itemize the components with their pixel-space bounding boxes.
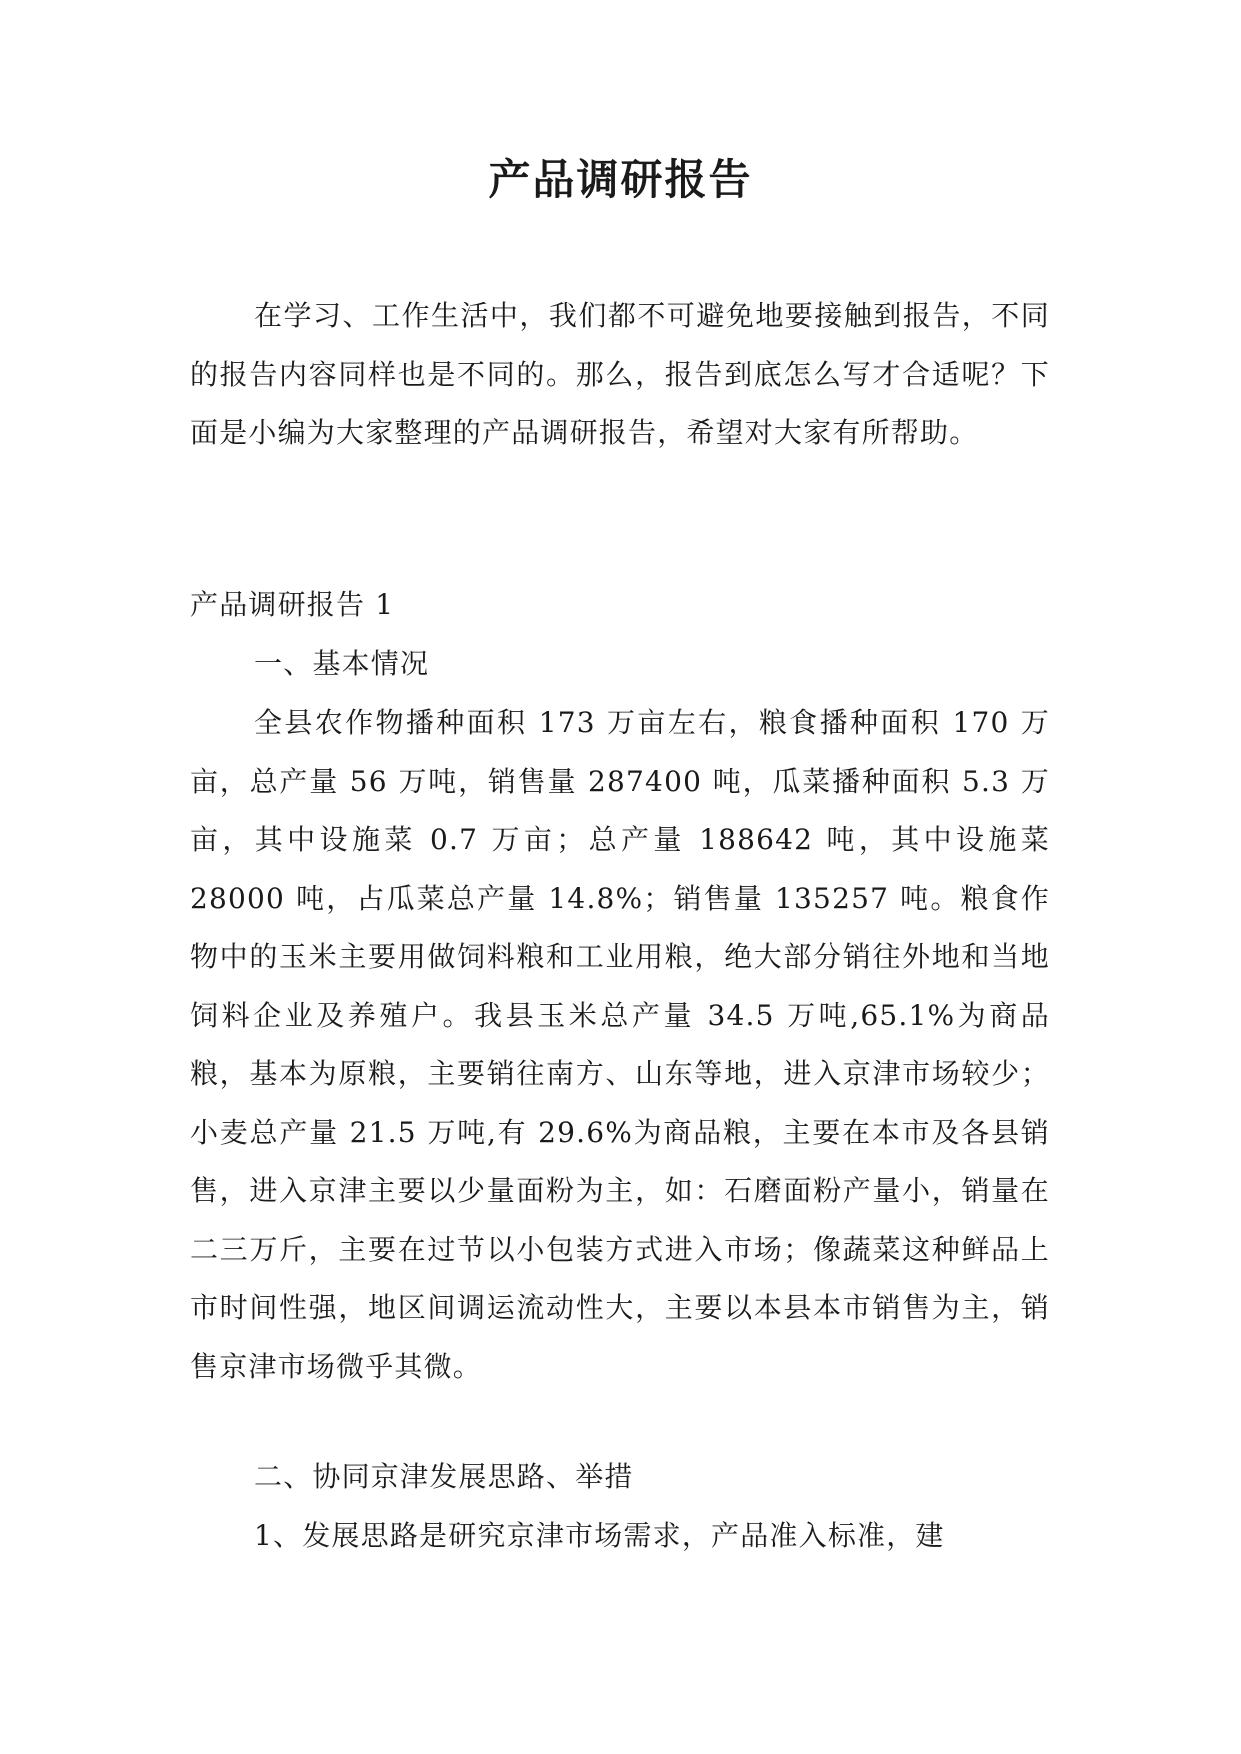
section-label: 产品调研报告 1 [190,588,395,621]
document-title: 产品调研报告 [488,155,753,204]
body-paragraph: 1、发展思路是研究京津市场需求，产品准入标准，建 [254,1519,945,1552]
body-paragraph: 全县农作物播种面积 173 万亩左右，粮食播种面积 170 万亩，总产量 56 万吨，销售量 287400 吨，瓜菜播种面积 5.3 万亩，其中设施菜 0.7 万亩；总产量 188642 吨，其中设施菜 28000 吨，占瓜菜总产量 14.8%；销售量 135257 吨。粮食作物中的玉米主要用做饲料粮和工业用粮，绝大部分销往外地和当地饲料企业及养殖户。我县玉米总产量 34.5 万吨,65.1%为商品粮，基本为原粮，主要销往南方、山东等地，进入京津市场较少；小麦总产量 21.5 万吨,有 29.6%为商品粮，主要在本市及各县销售，进入京津主要以少量面粉为主，如：石磨面粉产量小，销量在二三万斤，主要在过节以小包装方式进入市场；像蔬菜这种鲜品上市时间性强，地区间调运流动性大，主要以本县本市销售为主，销售京津市场微乎其微。 [190,706,1050,1383]
section-heading-development-ideas: 二、协同京津发展思路、举措 [254,1460,634,1493]
intro-paragraph: 在学习、工作生活中，我们都不可避免地要接触到报告，不同的报告内容同样也是不同的。那么，报告到底怎么写才合适呢？下面是小编为大家整理的产品调研报告，希望对大家有所帮助。 [190,299,1050,449]
section-heading-basic-situation: 一、基本情况 [254,647,430,680]
